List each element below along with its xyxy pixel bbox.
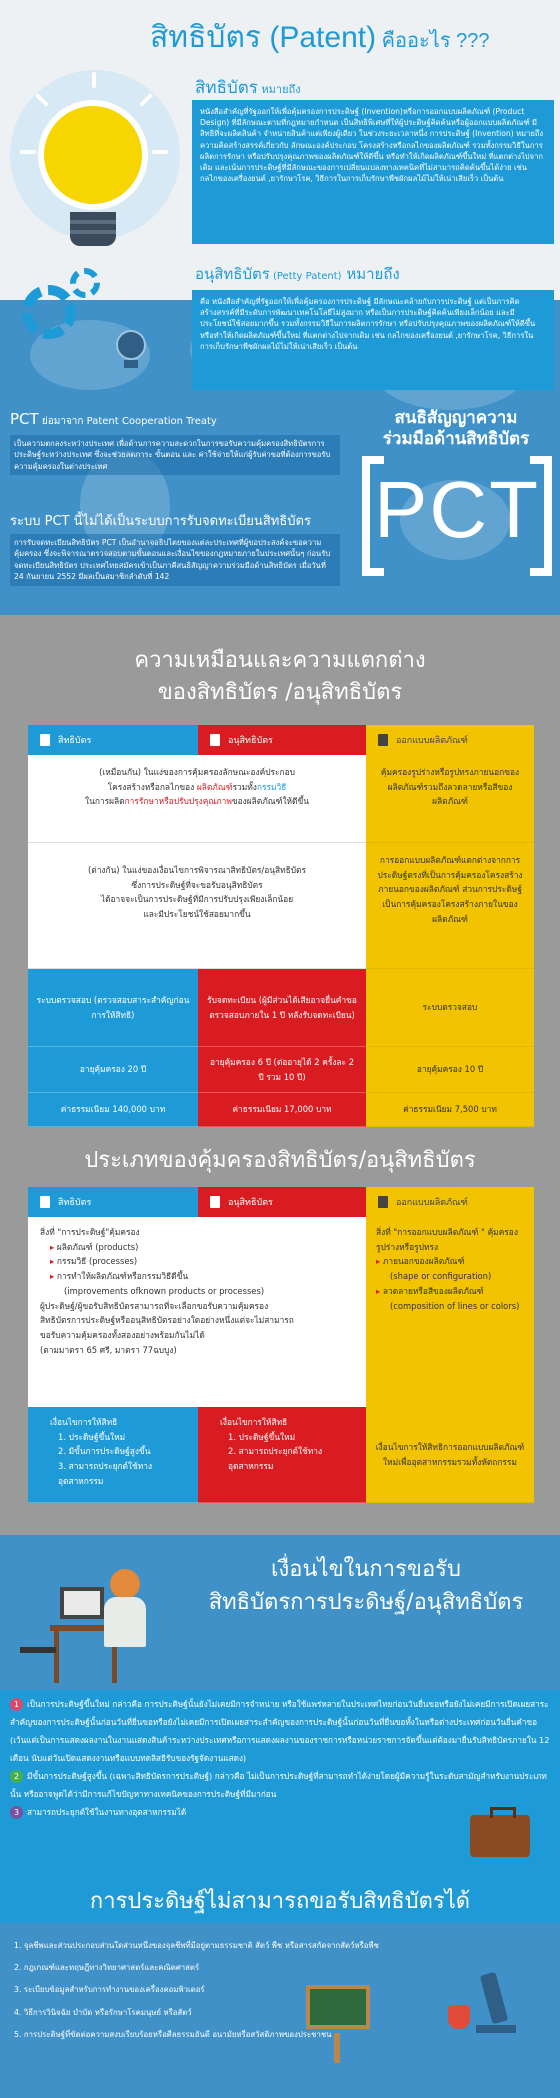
header-patent: สิทธิบัตร xyxy=(28,725,198,755)
comparison-section xyxy=(0,615,560,1135)
table-row xyxy=(28,1093,534,1127)
gear-icon xyxy=(22,285,76,339)
petty-fee-cell: ค่าธรรมเนียม 17,000 บาท xyxy=(198,1093,366,1127)
briefcase-icon xyxy=(470,1815,530,1857)
flask-icon xyxy=(448,2005,470,2029)
computer-monitor-icon xyxy=(60,1587,104,1619)
light-ray xyxy=(20,150,36,154)
header-design: ออกแบบผลิตภัณฑ์ xyxy=(366,1187,534,1217)
petty-system-cell: รับจดทะเบียน (ผู้มีส่วนได้เสียอาจยื่นคำขอตรวจสอบภายใน 1 ปี หลังรับจดทะเบียน) xyxy=(198,969,366,1047)
header-petty: อนุสิทธิบัตร xyxy=(198,1187,366,1217)
protection-section xyxy=(0,1135,560,1535)
conditions-list xyxy=(10,1695,550,1821)
patent-conditions-cell: เงื่อนไขการให้สิทธิ 1. ประดิษฐ์ขึ้นใหม่ 2. มีขั้นการประดิษฐ์สูงขึ้น 3. สามารถประยุกต์ใช้ทาง อุตสาหกรรม xyxy=(28,1407,198,1503)
person-body-icon xyxy=(104,1597,146,1647)
header-patent: สิทธิบัตร xyxy=(28,1187,198,1217)
petty-conditions-cell: เงื่อนไขการให้สิทธิ 1. ประดิษฐ์ขึ้นใหม่ 2. สามารถประยุกต์ใช้ทาง อุตสาหกรรม xyxy=(198,1407,366,1503)
design-conditions-cell: เงื่อนไขการให้สิทธิการออกแบบผลิตภัณฑ์ใหม่เพื่ออุตสาหกรรมรวมทั้งหัตถกรรม xyxy=(366,1407,534,1503)
not-patentable-list xyxy=(14,1935,554,2046)
pencil-icon xyxy=(378,734,388,746)
petty-patent-text: คือ หนังสือสำคัญที่รัฐออกให้เพื่อคุ้มครองการประดิษฐ์ มีลักษณะคล้ายกับการประดิษฐ์ แต่เป็นการคิดสร้างสรรค์ที่มีระดับการพัฒนาเทคโนโลยีไม่สูงมาก หรือเป็นการประดิษฐ์คิดค้นเพียงเล็กน้อย และมีประโยชน์ใช้สอยมากขึ้น รวมทั้งกรรมวิธีในการผลิตการรักษา หรือปรับปรุงคุณภาพของผลิตภัณฑ์ให้ดีขึ้น หรือทำให้เกิดผลิตภัณฑ์ขึ้นใหม่ ที่แตกต่างไปจากเดิม เช่น กลไกของเครื่องยนต์ ,ยารักษาโรค, วิธีการในการเก็บรักษาพืชผักผลไม้ไม่ให้เน่าเสียเร็ว เป็นต้น xyxy=(192,290,554,390)
table-row xyxy=(28,1217,534,1407)
invention-protection-cell: สิ่งที่ "การประดิษฐ์"คุ้มครอง ▸ ผลิตภัณฑ์ (products) ▸ กรรมวิธี (processes) ▸ การทำให้ผลิตภัณฑ์หรือกรรมวิธีดีขึ้น (improvements ofknown products or processes) ผู้ประดิษฐ์/ผู้ขอรับสิทธิบัตรสามารถที่จะเลือกขอรับความคุ้มครอง สิทธิบัตรการประดิษฐ์หรืออนุสิทธิบัตรอย่างใดอย่างหนึ่งแต่จะไม่สามารถ ขอรับความคุ้มครองทั้งสองอย่างพร้อมกันไม่ได้ (ตามมาตรา 65 ศรี, มาตรา 77ฉบบูง) xyxy=(28,1217,366,1407)
patent-definition-heading: สิทธิบัตร หมายถึง xyxy=(195,78,301,98)
pct-system-text: การรับจดทะเบียนสิทธิบัตร PCT เป็นอำนาจอธิปไตยของแต่ละประเทศที่ผู้ขอประสงค์จะขอความคุ้มครอง ซึ่งจะพิจารณาตรวจสอบตามขั้นตอนและเงื่อนไขของกฎหมายภายในประเทศนั้นๆ ก่อนรับจดทะเบียนสิทธิบัตร ประเทศไทยสมัครเข้าเป็นภาคีสนธิสัญญาความร่วมมือด้านสิทธิบัตร เมื่อวันที่ 24 กันยายน 2552 มีผลเป็นสมาชิกลำดับที่ 142 xyxy=(10,534,340,586)
design-protection-cell: คุ้มครองรูปร่างหรือรูปทรงภายนอกของผลิตภัณฑ์รวมถึงลวดลายหรือสีของผลิตภัณฑ์ xyxy=(366,755,534,843)
similarity-cell: (เหมือนกัน) ในแง่ของการคุ้มครองลักษณะองค์ประกอบ โครงสร้างหรือกลไกของ ผลิตภัณฑ์รวมทั้งกรรมวิธี ในการผลิตการรักษาหรือปรับปรุงคุณภาพของผลิตภัณฑ์ให้ดีขึ้น xyxy=(28,755,366,843)
globe-stand-icon xyxy=(124,360,138,368)
design-protection-cell: สิ่งที่ "การออกแบบผลิตภัณฑ์ " คุ้มครองรูปร่างหรือรูปทรง ▸ ภายนอกของผลิตภัณฑ์ (shape or configuration) ▸ ลวดลายหรือสีของผลิตภัณฑ์ (composition of lines or colors) xyxy=(366,1217,534,1407)
globe-icon xyxy=(116,330,146,360)
document-icon xyxy=(210,1196,220,1208)
pct-heading: PCT ย่อมาจาก Patent Cooperation Treaty xyxy=(10,410,217,428)
pct-text: เป็นความตกลงระหว่างประเทศ เพื่อด้านการความสะดวกในการขอรับความคุ้มครองสิทธิบัตรการประดิษฐ์ระหว่างประเทศ ซึ่งจะช่วยลดภาระ ขั้นตอน และ ค่าใช้จ่ายให้แก่ผู้รับค่าขอที่ต้องการขอรับความคุ้มครองในต่างประเทศ xyxy=(10,435,340,475)
list-item: 2. กฎเกณฑ์และทฤษฎีทางวิทยาศาสตร์และคณิตศาสตร์ xyxy=(14,1963,200,1973)
bulb-base-icon xyxy=(70,212,116,246)
microscope-base-icon xyxy=(476,2025,516,2033)
protection-table xyxy=(28,1187,534,1503)
list-item: 1. จุลชีพและส่วนประกอบส่วนใดส่วนหนึ่งของจุลชีพที่มีอยู่ตามธรรมชาติ สัตว์ พืช หรือสารสกัดจากสัตว์หรือพืช xyxy=(14,1941,379,1950)
chalkboard-stand-icon xyxy=(334,2033,340,2063)
condition-item: 3 สามารถประยุกต์ใช้ในงานทางอุตสาหกรรมได้ xyxy=(10,1803,550,1821)
header-design: ออกแบบผลิตภัณฑ์ xyxy=(366,725,534,755)
document-icon xyxy=(40,734,50,746)
conditions-section xyxy=(0,1535,560,1865)
right-bracket-icon xyxy=(530,456,552,576)
conditions-title: เงื่อนไขในการขอรับ สิทธิบัตรการประดิษฐ์/อนุสิทธิบัตร xyxy=(208,1557,524,1615)
definition-section xyxy=(0,0,560,615)
petty-term-cell: อายุคุ้มครอง 6 ปี (ต่ออายุได้ 2 ครั้งละ 2 ปี รวม 10 ปี) xyxy=(198,1047,366,1093)
small-gear-icon xyxy=(70,268,100,298)
pencil-icon xyxy=(378,1196,388,1208)
condition-item: 2 มีขั้นการประดิษฐ์สูงขึ้น (เฉพาะสิทธิบัตรการประดิษฐ์) กล่าวคือ ไม่เป็นการประดิษฐ์ที่สามารถทำได้ง่ายโดยผู้มีความรู้ในระดับสามัญสำหรับงานประเภทนั้น หรืออาจพูดได้ว่ามีการแก้ไขปัญหาทางเทคนิคของการประดิษฐ์ที่มีมาก่อน xyxy=(10,1771,547,1800)
pct-logo xyxy=(362,456,552,576)
document-icon xyxy=(40,1196,50,1208)
pct-treaty-title: สนธิสัญญาความ ร่วมมือด้านสิทธิบัตร xyxy=(382,408,530,450)
chalkboard-icon xyxy=(306,1985,370,2029)
light-ray xyxy=(92,72,96,88)
table-row xyxy=(28,969,534,1047)
design-difference-cell: การออกแบบผลิตภัณฑ์แตกต่างจากการประดิษฐ์ตรงที่เป็นการคุ้มครองโครงสร้างภายนอกของผลิตภัณฑ์ ส่วนการประดิษฐ์เป็นการคุ้มครองโครงสร้างภายในของ ผลิตภัณฑ์ xyxy=(366,843,534,969)
table-row xyxy=(28,1047,534,1093)
person-head-icon xyxy=(110,1569,140,1599)
chair-icon xyxy=(20,1647,56,1653)
petty-patent-heading: อนุสิทธิบัตร (Petty Patent) หมายถึง xyxy=(195,265,400,283)
number-badge: 3 xyxy=(10,1806,23,1819)
number-badge: 1 xyxy=(10,1698,23,1711)
number-badge: 2 xyxy=(10,1770,23,1783)
patent-definition-text: หนังสือสำคัญที่รัฐออกให้เพื่อคุ้มครองการประดิษฐ์ (Invention)หรือการออกแบบผลิตภัณฑ์ (Product Design) ที่มีลักษณะตามที่กฎหมายกำหนด เป็นสิทธิพิเศษที่ให้ผู้ประดิษฐ์คิดค้นหรือผู้ออกแบบผลิตภัณฑ์ มีสิทธิที่จะผลิตสินค้า จำหน่ายสินค้าแต่เพียงผู้เดียว ในช่วงระยะเวลาหนึ่ง การประดิษฐ์ (Invention) หมายถึง ความคิดสร้างสรรค์เกี่ยวกับ ลักษณะองค์ประกอบ โครงสร้างหรือกลไกของผลิตภัณฑ์ รวมทั้งกรรมวิธีในการผลิตการรักษา หรือปรับปรุงคุณภาพของผลิตภัณฑ์ให้ดีขึ้น หรือทำให้เกิดผลิตภัณฑ์ขึ้นใหม่ ที่แตกต่างไปจากเดิม และเน้นการประดิษฐ์ที่มีลักษณะของการเปลี่ยนแปลงทางเทคนิคที่ไม่สามารถคิดค้นขึ้นได้ง่าย เช่น กลไกของเครื่องยนต์ ,ยารักษาโรค, วิธีการในการเก็บรักษาพืชผักผลไม้ไม่ให้เน่าเสียเร็ว เป็นต้น xyxy=(192,100,554,244)
condition-item: 1 เป็นการประดิษฐ์ขึ้นใหม่ กล่าวคือ การประดิษฐ์นั้นยังไม่เคยมีการจำหน่าย หรือใช้แพร่หลายในประเทศไทยก่อนวันยื่นขอหรือยังไม่เคยมีการเปิดเผยสาระสำคัญของการประดิษฐ์นั้นก่อนวันที่ยื่นขอหรือยังไม่เคยมีการเปิดเผยสาระสำคัญของการประดิษฐ์นั้นก่อนวันที่ยื่นขอทั้งในหรือต่างประเทศก่อนวันยื่นคำขอ (เว้นแต่เป็นการแสดงผลงานในงานแสดงสินค้าระหว่างประเทศหรือการแสดงผลงานของราชการหรือหน่วยราชการจัดขึ้นแต่ต้องมายื่นรับสิทธิบัตรภายใน 12 เดือน นับแต่วันเปิดแสดงงานหรือแบบทดลิสธิรับของรัฐจัดงานแสดง) xyxy=(10,1699,550,1764)
not-patentable-section xyxy=(0,1865,560,2098)
protection-title: ประเภทของคุ้มครองสิทธิบัตร/อนุสิทธิบัตร xyxy=(84,1148,476,1173)
list-item: 4. วิธีการวินิจฉัย บำบัด หรือรักษาโรคมนุษย์ หรือสัตว์ xyxy=(14,2007,192,2017)
light-ray xyxy=(152,150,168,154)
page-title: สิทธิบัตร (Patent) คืออะไร ??? xyxy=(150,21,490,54)
comparison-title: ความเหมือนและความแตกต่าง ของสิทธิบัตร /อนุสิทธิบัตร xyxy=(134,648,426,705)
patent-fee-cell: ค่าธรรมเนียม 140,000 บาท xyxy=(28,1093,198,1127)
header-petty: อนุสิทธิบัตร xyxy=(198,725,366,755)
table-row xyxy=(28,843,534,969)
document-icon xyxy=(210,734,220,746)
comparison-table xyxy=(28,725,534,1127)
table-header xyxy=(28,1187,534,1217)
design-fee-cell: ค่าธรรมเนียม 7,500 บาท xyxy=(366,1093,534,1127)
list-item: 3. ระเบียบข้อมูลสำหรับการทำงานของเครื่องคอมพิวเตอร์ xyxy=(14,1985,205,1995)
design-system-cell: ระบบตรวจสอบ xyxy=(366,969,534,1047)
difference-cell: (ต่างกัน) ในแง่ของเงื่อนไขการพิจารณาสิทธิบัตร/อนุสิทธิบัตร ซึ่งการประดิษฐ์ที่จะขอรับอนุสิทธิบัตร ได้อาจจะเป็นการประดิษฐ์ที่มีการปรับปรุงเพียงเล็กน้อย และมีประโยชน์ใช้สอยมากขึ้น xyxy=(28,843,366,969)
design-term-cell: อายุคุ้มครอง 10 ปี xyxy=(366,1047,534,1093)
list-item: 5. การประดิษฐ์ที่ขัดต่อความสงบเรียบร้อยหรือศีลธรรมอันดี อนามัยหรือสวัสดิภาพของประชาชน xyxy=(14,2029,332,2039)
not-patentable-title: การประดิษฐ์ไม่สามารถขอรับสิทธิบัตรได้ xyxy=(89,1889,471,1914)
light-bulb-icon xyxy=(38,100,148,210)
table-header xyxy=(28,725,534,755)
table-row xyxy=(28,755,534,843)
pct-system-heading: ระบบ PCT นี้ไม่ได้เป็นระบบการรับจดทะเบียนสิทธิบัตร xyxy=(10,514,311,529)
desk-leg xyxy=(54,1631,59,1683)
table-row xyxy=(28,1407,534,1503)
patent-term-cell: อายุคุ้มครอง 20 ปี xyxy=(28,1047,198,1093)
patent-system-cell: ระบบตรวจสอบ (ตรวจสอบสาระสำคัญก่อนการให้สิทธิ) xyxy=(28,969,198,1047)
pct-logo-text: PCT xyxy=(374,465,540,554)
